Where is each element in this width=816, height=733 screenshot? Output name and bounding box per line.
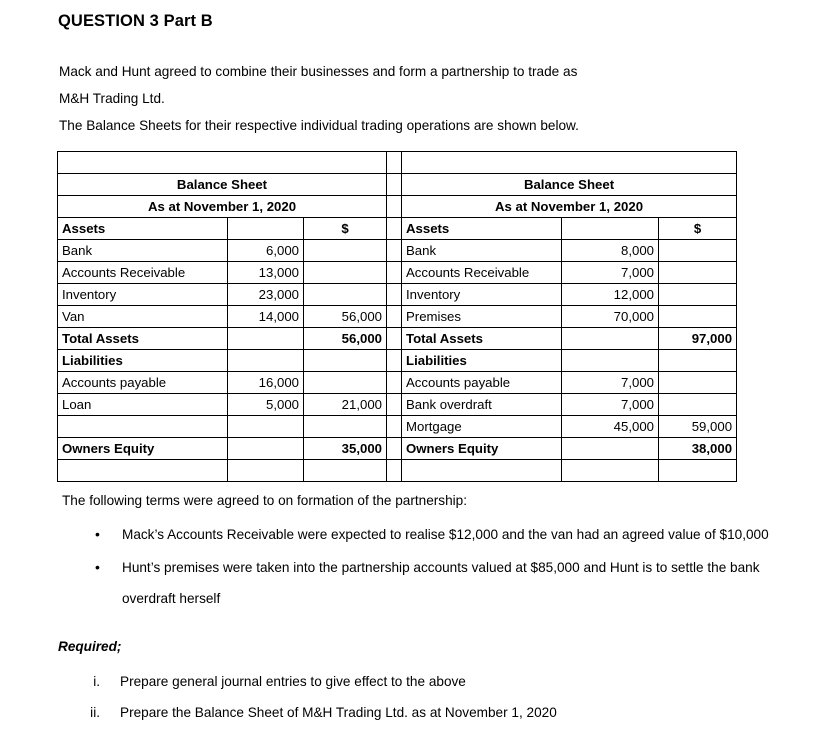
- required-item-text: Prepare the Balance Sheet of M&H Trading Ltd. as at November 1, 2020: [120, 705, 557, 720]
- terms-item-text: Mack’s Accounts Receivable were expected to realise $12,000 and the van had an agreed value of $10,000: [122, 527, 769, 542]
- left-currency-symbol: $: [304, 218, 387, 240]
- terms-item-text: Hunt’s premises were taken into the partnership accounts valued at $85,000 and Hunt is to settle the bank overdraft herself: [122, 560, 760, 606]
- terms-bullet-list: [40, 519, 800, 614]
- left-row-amount: 5,000: [228, 394, 304, 416]
- table-row-company-titles: [58, 152, 737, 174]
- required-list: [40, 666, 800, 728]
- left-row-label: [58, 416, 228, 438]
- left-row-total: [304, 284, 387, 306]
- terms-section: [40, 487, 800, 616]
- left-company-title: Mack Trading Co.: [58, 152, 387, 174]
- table-row: [58, 306, 737, 328]
- table-row: [58, 350, 737, 372]
- required-item-marker: i.: [93, 674, 100, 689]
- left-row-amount: [228, 460, 304, 482]
- left-row-total: [304, 350, 387, 372]
- right-row-amount: [562, 328, 659, 350]
- right-row-total: 59,000: [659, 416, 737, 438]
- left-row-total: [304, 372, 387, 394]
- left-row-amount: 16,000: [228, 372, 304, 394]
- page-title: QUESTION 3 Part B: [58, 12, 213, 30]
- left-row-amount: 13,000: [228, 262, 304, 284]
- right-row-amount: [562, 460, 659, 482]
- left-row-amount: [228, 438, 304, 460]
- list-item: [40, 666, 800, 697]
- left-row-label: Owners Equity: [58, 438, 228, 460]
- column-gap: [387, 350, 402, 372]
- table-row: [58, 394, 737, 416]
- required-item-marker: ii.: [90, 705, 100, 720]
- left-row-label: Accounts payable: [58, 372, 228, 394]
- left-row-label: Inventory: [58, 284, 228, 306]
- intro-paragraphs: [59, 58, 759, 139]
- right-row-amount: 7,000: [562, 394, 659, 416]
- column-gap: [387, 438, 402, 460]
- left-statement-date: As at November 1, 2020: [58, 196, 387, 218]
- left-row-amount: 23,000: [228, 284, 304, 306]
- column-gap: [387, 306, 402, 328]
- table-row-dates: [58, 196, 737, 218]
- left-row-total: [304, 240, 387, 262]
- bullet-icon: •: [95, 526, 100, 542]
- left-row-total: 56,000: [304, 328, 387, 350]
- balance-sheets-table: [57, 151, 737, 482]
- right-row-label: Owners Equity: [402, 438, 562, 460]
- right-row-label: Inventory: [402, 284, 562, 306]
- column-gap-light: [387, 196, 402, 218]
- left-statement-name: Balance Sheet: [58, 174, 387, 196]
- right-row-amount: [562, 218, 659, 240]
- column-gap: [387, 394, 402, 416]
- column-gap: [387, 416, 402, 438]
- left-row-label: Accounts Receivable: [58, 262, 228, 284]
- table-row-statement-names: [58, 174, 737, 196]
- right-row-label: Total Assets: [402, 328, 562, 350]
- balance-sheets-container: [57, 151, 736, 482]
- right-currency-symbol: $: [659, 218, 737, 240]
- right-row-total: [659, 350, 737, 372]
- column-gap: [387, 460, 402, 482]
- right-statement-date: As at November 1, 2020: [402, 196, 737, 218]
- left-row-label: [58, 460, 228, 482]
- right-row-total: [659, 284, 737, 306]
- column-gap: [387, 218, 402, 240]
- right-row-label: [402, 460, 562, 482]
- left-row-total: 21,000: [304, 394, 387, 416]
- column-gap: [387, 372, 402, 394]
- list-item: [40, 519, 800, 550]
- left-row-amount: 6,000: [228, 240, 304, 262]
- right-row-total: [659, 306, 737, 328]
- table-row: [58, 240, 737, 262]
- left-row-label: Loan: [58, 394, 228, 416]
- column-gap: [387, 262, 402, 284]
- right-row-amount: 45,000: [562, 416, 659, 438]
- right-row-label: Accounts Receivable: [402, 262, 562, 284]
- column-gap: [387, 240, 402, 262]
- right-row-amount: 7,000: [562, 262, 659, 284]
- list-item: [40, 697, 800, 728]
- left-row-total: 35,000: [304, 438, 387, 460]
- right-company-title: Hunt Trading Co.: [402, 152, 737, 174]
- intro-line-1: Mack and Hunt agreed to combine their businesses and form a partnership to trade as: [59, 64, 578, 79]
- table-row: [58, 284, 737, 306]
- left-row-label: Assets: [58, 218, 228, 240]
- left-row-label: Total Assets: [58, 328, 228, 350]
- terms-lead: The following terms were agreed to on formation of the partnership:: [62, 493, 468, 508]
- right-row-amount: [562, 350, 659, 372]
- left-row-label: Bank: [58, 240, 228, 262]
- table-row: [58, 262, 737, 284]
- left-row-label: Van: [58, 306, 228, 328]
- left-row-label: Liabilities: [58, 350, 228, 372]
- right-row-label: Assets: [402, 218, 562, 240]
- right-row-total: [659, 262, 737, 284]
- right-row-label: Bank overdraft: [402, 394, 562, 416]
- left-row-amount: [228, 350, 304, 372]
- right-row-total: [659, 372, 737, 394]
- column-gap-light: [387, 174, 402, 196]
- left-row-total: 56,000: [304, 306, 387, 328]
- table-row: [58, 460, 737, 482]
- left-row-total: [304, 460, 387, 482]
- left-row-amount: [228, 416, 304, 438]
- right-row-label: Premises: [402, 306, 562, 328]
- table-row: [58, 328, 737, 350]
- column-gap: [387, 328, 402, 350]
- right-row-amount: 8,000: [562, 240, 659, 262]
- intro-line-2: M&H Trading Ltd.: [59, 91, 165, 106]
- right-row-amount: [562, 438, 659, 460]
- left-row-total: [304, 416, 387, 438]
- required-heading: Required;: [58, 639, 122, 654]
- left-row-total: [304, 262, 387, 284]
- left-row-amount: 14,000: [228, 306, 304, 328]
- right-row-label: Accounts payable: [402, 372, 562, 394]
- required-item-text: Prepare general journal entries to give effect to the above: [120, 674, 466, 689]
- column-gap: [387, 284, 402, 306]
- table-row: [58, 372, 737, 394]
- right-row-amount: 12,000: [562, 284, 659, 306]
- bullet-icon: •: [95, 559, 100, 575]
- table-row: [58, 416, 737, 438]
- right-statement-name: Balance Sheet: [402, 174, 737, 196]
- right-row-total: [659, 460, 737, 482]
- right-row-total: [659, 240, 737, 262]
- right-row-label: Bank: [402, 240, 562, 262]
- left-row-amount: [228, 218, 304, 240]
- right-row-label: Mortgage: [402, 416, 562, 438]
- intro-line-3: The Balance Sheets for their respective individual trading operations are shown below.: [59, 118, 579, 133]
- right-row-total: [659, 394, 737, 416]
- right-row-total: 97,000: [659, 328, 737, 350]
- right-row-amount: 7,000: [562, 372, 659, 394]
- right-row-amount: 70,000: [562, 306, 659, 328]
- table-row: [58, 218, 737, 240]
- list-item: [40, 552, 800, 614]
- table-row: [58, 438, 737, 460]
- right-row-total: 38,000: [659, 438, 737, 460]
- right-row-label: Liabilities: [402, 350, 562, 372]
- left-row-amount: [228, 328, 304, 350]
- column-gap-dark: [387, 152, 402, 174]
